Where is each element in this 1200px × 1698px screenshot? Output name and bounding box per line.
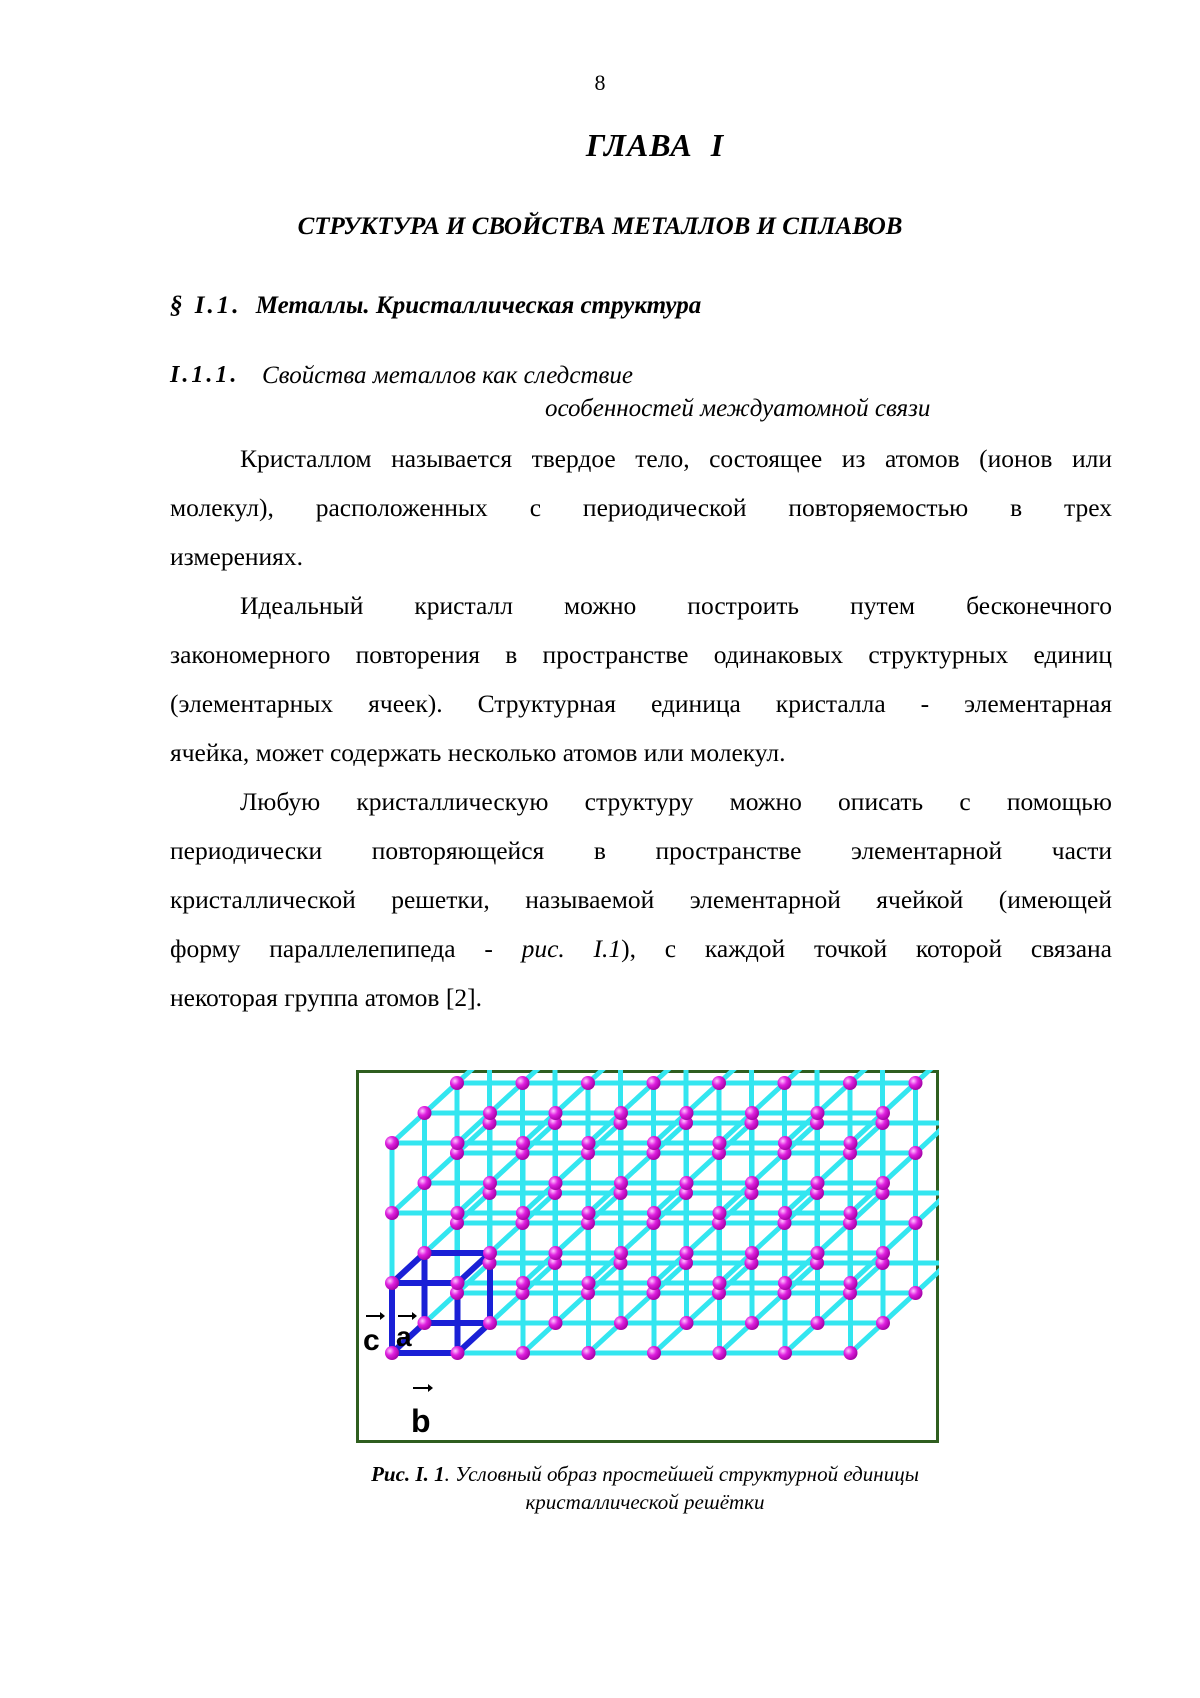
- vector-a-text: a: [396, 1321, 412, 1352]
- atom: [614, 1246, 628, 1260]
- atom: [680, 1246, 694, 1260]
- atom: [647, 1346, 661, 1360]
- atom: [451, 1136, 465, 1150]
- figure-caption: [0, 1460, 1200, 1516]
- paragraph-crystal-definition: [170, 434, 1112, 581]
- atom: [614, 1106, 628, 1120]
- atom: [844, 1276, 858, 1290]
- atom: [647, 1076, 661, 1090]
- atom: [483, 1316, 497, 1330]
- figure-caption-label: Рис. I. 1: [371, 1462, 445, 1486]
- section-title: Металлы. Кристаллическая структура: [255, 292, 702, 319]
- atom: [778, 1346, 792, 1360]
- atom: [549, 1316, 563, 1330]
- atom: [418, 1246, 432, 1260]
- paragraph-line-text: форму параллелепипеда -: [170, 934, 522, 963]
- atom: [843, 1076, 857, 1090]
- atom: [680, 1316, 694, 1330]
- atom: [582, 1206, 596, 1220]
- atom: [549, 1176, 563, 1190]
- atom: [581, 1076, 595, 1090]
- atom: [778, 1136, 792, 1150]
- atom: [778, 1206, 792, 1220]
- atom: [614, 1316, 628, 1330]
- atom: [909, 1216, 923, 1230]
- paragraph-line: кристаллической решетки, называемой элементарной ячейкой (имеющей: [170, 885, 1112, 914]
- section-number: § I.1.: [170, 292, 242, 319]
- atom: [876, 1246, 890, 1260]
- atom: [811, 1106, 825, 1120]
- atom: [418, 1176, 432, 1190]
- atom: [483, 1246, 497, 1260]
- atom: [909, 1286, 923, 1300]
- atom: [549, 1246, 563, 1260]
- atom: [811, 1316, 825, 1330]
- atom: [418, 1106, 432, 1120]
- atom: [844, 1136, 858, 1150]
- atom: [647, 1276, 661, 1290]
- paragraph-line: закономерного повторения в пространстве одинаковых структурных единиц: [170, 640, 1112, 669]
- subsection-title-line2: особенностей междуатомной связи: [545, 395, 931, 422]
- atom: [582, 1136, 596, 1150]
- figure-reference: рис. I.1: [521, 934, 622, 963]
- paragraph-line: Любую кристаллическую структуру можно описать с помощью: [240, 787, 1112, 816]
- atom: [811, 1176, 825, 1190]
- chapter-subtitle: СТРУКТУРА И СВОЙСТВА МЕТАЛЛОВ И СПЛАВОВ: [297, 213, 903, 240]
- atom: [385, 1206, 399, 1220]
- atom: [745, 1176, 759, 1190]
- atom: [778, 1076, 792, 1090]
- atom: [516, 1136, 530, 1150]
- paragraph-unit-cell: [170, 777, 1112, 1022]
- paragraph-line: Идеальный кристалл можно построить путем бесконечного: [240, 591, 1112, 620]
- atom: [745, 1106, 759, 1120]
- chapter-title: ГЛАВА I: [585, 127, 725, 163]
- atom: [418, 1316, 432, 1330]
- subsection-title-line1: Свойства металлов как следствие: [262, 362, 633, 389]
- atom: [844, 1206, 858, 1220]
- atom: [516, 1276, 530, 1290]
- atom: [451, 1276, 465, 1290]
- atom: [712, 1076, 726, 1090]
- paragraph-line: некоторая группа атомов [2].: [170, 983, 482, 1012]
- atom: [483, 1176, 497, 1190]
- atom: [844, 1346, 858, 1360]
- vector-c-text: c: [363, 1324, 380, 1357]
- atom: [876, 1106, 890, 1120]
- figure-caption-text: . Условный образ простейшей структурной единицы: [444, 1462, 919, 1486]
- paragraph-line: Кристаллом называется твердое тело, состоящее из атомов (ионов или: [240, 444, 1112, 473]
- atom: [909, 1146, 923, 1160]
- atom: [450, 1076, 464, 1090]
- atom: [745, 1316, 759, 1330]
- subsection-number: I.1.1.: [170, 362, 240, 388]
- vector-b-text: b: [411, 1403, 431, 1439]
- atom: [909, 1076, 923, 1090]
- atom: [385, 1276, 399, 1290]
- atom: [614, 1176, 628, 1190]
- atom: [713, 1346, 727, 1360]
- section-heading: [170, 292, 701, 320]
- atom: [451, 1206, 465, 1220]
- paragraph-line: периодически повторяющейся в пространстве элементарной части: [170, 836, 1112, 865]
- atom: [876, 1316, 890, 1330]
- atom: [680, 1176, 694, 1190]
- paragraph-line: [170, 924, 1112, 973]
- paragraph-line: измерениях.: [170, 542, 304, 571]
- atom: [745, 1246, 759, 1260]
- atom: [713, 1206, 727, 1220]
- atom: [876, 1176, 890, 1190]
- paragraph-line: молекул), расположенных с периодической повторяемостью в трех: [170, 493, 1112, 522]
- atom: [582, 1276, 596, 1290]
- atom: [778, 1276, 792, 1290]
- page-number: 8: [594, 70, 606, 95]
- paragraph-ideal-crystal: [170, 581, 1112, 777]
- atom: [483, 1106, 497, 1120]
- paragraph-line-text: ), с каждой точкой которой связана: [621, 934, 1113, 963]
- atom: [647, 1136, 661, 1150]
- figure-caption-line2: кристаллической решётки: [525, 1490, 765, 1514]
- atom: [516, 1346, 530, 1360]
- atom: [713, 1136, 727, 1150]
- atom: [680, 1106, 694, 1120]
- atom: [451, 1346, 465, 1360]
- atom: [582, 1346, 596, 1360]
- atom: [647, 1206, 661, 1220]
- crystal-lattice-illustration: [356, 1070, 939, 1443]
- atom: [549, 1106, 563, 1120]
- crystal-lattice-figure: [356, 1070, 939, 1443]
- paragraph-line: ячейка, может содержать несколько атомов или молекул.: [170, 738, 786, 767]
- paragraph-line: (элементарных ячеек). Структурная единица кристалла - элементарная: [170, 689, 1112, 718]
- atom: [811, 1246, 825, 1260]
- atom: [516, 1076, 530, 1090]
- atom: [713, 1276, 727, 1290]
- atom: [385, 1136, 399, 1150]
- atom: [516, 1206, 530, 1220]
- figure-caption-line1: [0, 1460, 1200, 1488]
